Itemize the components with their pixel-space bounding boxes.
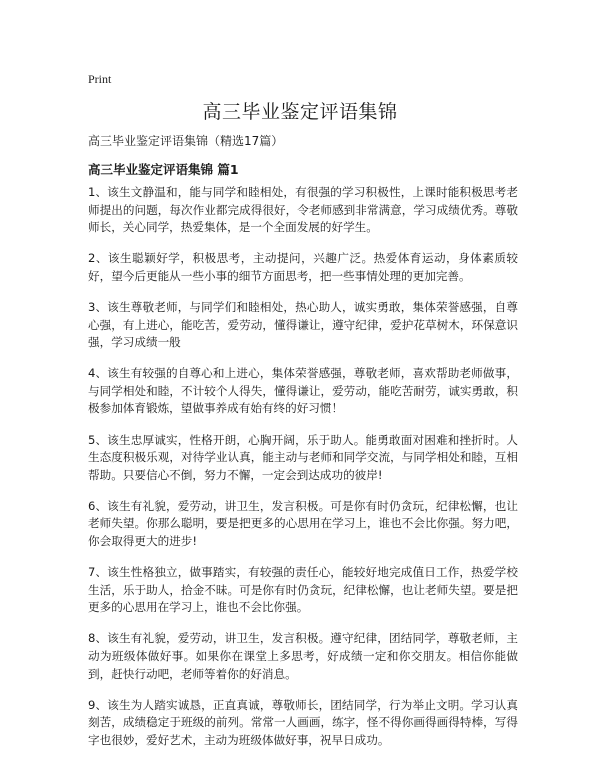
comment-entry-5: 5、该生忠厚诚实，性格开朗，心胸开阔，乐于助人。能勇敢面对困难和挫折时。人生态度积极乐观，对待学业认真，能主动与老师和同学交流，与同学相处和睦，互相帮助。只要信心不倒，努力不懈，一定会到达成功的彼岸! bbox=[88, 432, 518, 482]
comment-entry-3: 3、该生尊敬老师，与同学们和睦相处，热心助人，诚实勇敢，集体荣誉感强，自尊心强，有上进心，能吃苦，爱劳动，懂得谦让，遵守纪律，爱护花草树木，环保意识强，学习成绩一般 bbox=[88, 299, 518, 350]
comment-entry-6: 6、该生有礼貌，爱劳动，讲卫生，发言积极。可是你有时仍贪玩，纪律松懈，也让老师失望。你那么聪明，要是把更多的心思用在学习上，谁也不会比你强。努力吧，你会取得更大的进步! bbox=[88, 498, 518, 548]
comment-list bbox=[88, 184, 518, 763]
section-heading: 高三毕业鉴定评语集锦 篇1 bbox=[88, 162, 239, 177]
comment-entry-4: 4、该生有较强的自尊心和上进心，集体荣誉感强，尊敬老师，喜欢帮助老师做事，与同学相处和睦，不计较个人得失，懂得谦让，爱劳动，能吃苦耐劳，诚实勇敢，积极参加体育锻炼，望做事养成有始有终的好习惯！ bbox=[88, 366, 518, 416]
comment-entry-1: 1、该生文静温和，能与同学和睦相处，有很强的学习积极性，上课时能积极思考老师提出的问题，每次作业都完成得很好，令老师感到非常满意，学习成绩优秀。尊敬师长，关心同学，热爱集体，是一个全面发展的好学生。 bbox=[88, 185, 518, 235]
document-subtitle: 高三毕业鉴定评语集锦（精选17篇） bbox=[88, 134, 284, 148]
page-title: 高三毕业鉴定评语集锦 bbox=[202, 101, 398, 123]
comment-entry-7: 7、该生性格独立，做事踏实，有较强的责任心，能较好地完成值日工作，热爱学校生活，乐于助人，拾金不昧。可是你有时仍贪玩，纪律松懈，也让老师失望。要是把更多的心思用在学习上，谁也不会比你强。 bbox=[88, 565, 518, 615]
comment-entry-2: 2、该生聪颖好学，积极思考，主动提问，兴趣广泛。热爱体育运动，身体素质较好，望今后更能从一些小事的细节方面思考，把一些事情处理的更加完善。 bbox=[88, 251, 518, 283]
comment-entry-8: 8、该生有礼貌，爱劳动，讲卫生，发言积极。遵守纪律，团结同学，尊敬老师，主动为班级体做好事。如果你在课堂上多思考，好成绩一定和你交朋友。相信你能做到，赶快行动吧，老师等着你的好消息。 bbox=[88, 631, 518, 681]
comment-entry-9: 9、该生为人踏实诚恳，正直真诚，尊敬师长，团结同学，行为举止文明。学习认真刻苦，成绩稳定于班级的前列。常常一人画画，练字，怪不得你画得画得特棒，写得字也很妙，爱好艺术，主动为班级体做好事，祝早日成功。 bbox=[88, 697, 518, 747]
print-link[interactable]: Print bbox=[88, 72, 112, 86]
